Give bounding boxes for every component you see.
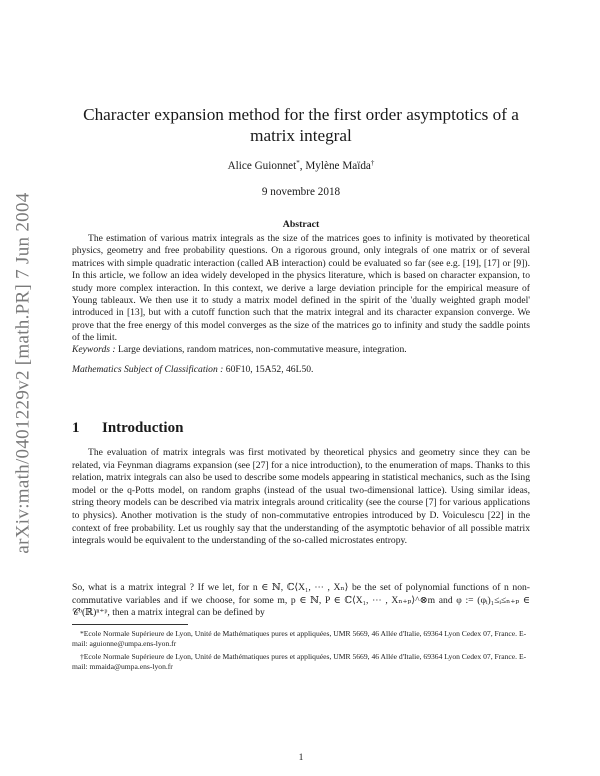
footnote-2: †Ecole Normale Supérieure de Lyon, Unité de Mathématiques pures et appliquées, UMR 5669, 46 Allée d'Italie, 69364 Lyon Cedex 07, France. E-mail: mmaida@umpa.ens-lyon.fr	[72, 652, 527, 672]
intro-paragraph-2: So, what is a matrix integral ? If we let, for n ∈ ℕ, ℂ⟨X₁, ⋯ , Xₙ⟩ be the set of polynomial functions of n non-commutative variables and if we choose, for some m, p ∈ ℕ, P ∈ ℂ⟨X₁, ⋯ , Xₙ₊ₚ⟩^⊗m and φ := (φᵢ)₁≤ᵢ≤ₙ₊ₚ ∈ 𝒞ᵇ(ℝ)ⁿ⁺ᵖ, then a matrix integral can be defined by	[72, 582, 530, 619]
author-1-mark: *	[296, 159, 300, 167]
abstract-text: The estimation of various matrix integrals as the size of the matrices goes to infinity is motivated by theoretical physics, geometry and free probability questions. On a rigorous ground, only integrals of one matrix or of several matrices with simple quadratic interaction (called AB interaction) could be evaluated so far (see e.g. [19], [17] or [9]). In this article, we follow an idea widely developed in the physics literature, which is based on character expansion, to study more complex interaction. In this context, we derive a large deviation principle for the empirical measure of Young tableaux. We then use it to study a matrix model defined in the spirit of the 'dually weighted graph model' introduced in [13], but with a cutoff function such that the matrix integral and its character expansion converge. We prove that the free energy of this model converges as the size of the matrices go to infinity and study the saddle points of the limit.	[72, 233, 530, 344]
section-title: Introduction	[102, 420, 184, 436]
author-2: Mylène Maïda	[305, 160, 371, 172]
page-number: 1	[298, 752, 304, 763]
author-separator: ,	[299, 160, 306, 172]
keywords-text: Large deviations, random matrices, non-commutative measure, integration.	[118, 344, 407, 355]
msc-line	[72, 364, 530, 375]
msc-text: 60F10, 15A52, 46L50.	[225, 364, 314, 375]
arxiv-stamp	[8, 168, 40, 578]
intro-paragraph-1: The evaluation of matrix integrals was first motivated by theoretical physics and geometry since they can be related, via Feynman diagrams expansion (see [27] for a nice introduction), to the enumeration of maps. Thanks to this relation, matrix integrals can also be used to describe some models appearing in statistical mechanics, such as the Ising model or the q-Potts model, on random graphs (instead of the usual two-dimensional lattice). Using similar ideas, string theory models can be described via matrix integrals around criticality (see the course [7] for various applications to physics). Another motivation is the study of non-commutative entropies introduced by D. Voiculescu [22] in the context of free probability. Let us roughly say that the understanding of the asymptotic behavior of all possible matrix integrals would be equivalent to the understanding of the so-called microstates entropy.	[72, 447, 530, 547]
author-1: Alice Guionnet	[227, 160, 297, 172]
author-line	[72, 160, 530, 172]
keywords-label: Keywords :	[72, 344, 116, 355]
arxiv-stamp-text: arXiv:math/0401229v2 [math.PR] 7 Jun 2004	[13, 192, 35, 554]
keywords-line	[72, 344, 530, 355]
section-number: 1	[72, 420, 80, 436]
abstract-heading: Abstract	[282, 219, 320, 230]
msc-label: Mathematics Subject of Classification :	[72, 364, 224, 375]
footnote-1: *Ecole Normale Supérieure de Lyon, Unité de Mathématiques pures et appliquées, UMR 5669, 46 Allée d'Italie, 69364 Lyon Cedex 07, France. E-mail: aguionne@umpa.ens-lyon.fr	[72, 629, 527, 649]
paper-title: Character expansion method for the first order asymptotics of a matrix integral	[83, 105, 519, 145]
footnote-rule	[72, 624, 188, 625]
section-heading	[72, 420, 183, 437]
paper-date: 9 novembre 2018	[261, 186, 341, 198]
author-2-mark: †	[370, 159, 375, 167]
